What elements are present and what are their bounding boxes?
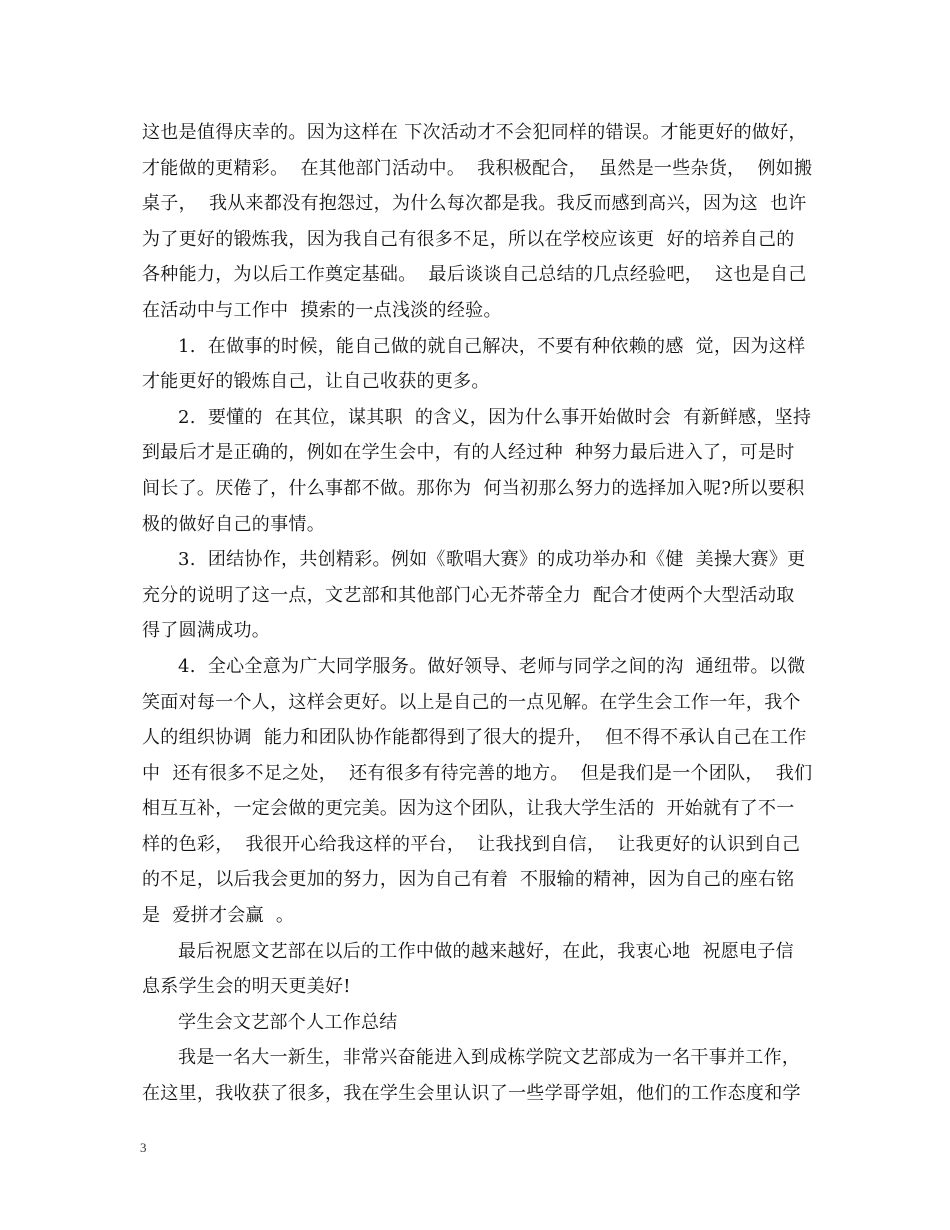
text-line: 才能更好的锻炼自己，让自己收获的更多。 (142, 371, 490, 393)
text-line: 在这里，我收获了很多，我在学生会里认识了一些学哥学姐，他们的工作态度和学 (142, 1083, 801, 1105)
text-line: 充分的说明了这一点，文艺部和其他部门心无芥蒂全力 配合才使两个大型活动取 (142, 584, 795, 606)
text-line: 人的组织协调 能力和团队协作能都得到了很大的提升， 但不得不承认自己在工作 (142, 727, 807, 749)
text-line: 间长了。厌倦了，什么事都不做。那你为 何当初那么努力的选择加入呢?所以要积 (142, 477, 805, 499)
text-line: 到最后才是正确的，例如在学生会中，有的人经过种 种努力最后进入了，可是时 (142, 442, 795, 464)
text-line: 中 还有很多不足之处， 还有很多有待完善的地方。 但是我们是一个团队， 我们 (142, 762, 813, 784)
text-line: 为了更好的锻炼我，因为我自己有很多不足，所以在学校应该更 好的培养自己的 (142, 228, 795, 250)
document-body (142, 115, 812, 1112)
text-line: 样的色彩， 我很开心给我这样的平台， 让我找到自信， 让我更好的认识到自己 (142, 833, 801, 855)
page-number: 3 (140, 1140, 147, 1155)
text-line: 桌子， 我从来都没有抱怨过，为什么每次都是我。我反而感到高兴，因为这 也许 (142, 193, 807, 215)
text-line: 才能做的更精彩。 在其他部门活动中。 我积极配合， 虽然是一些杂货， 例如搬 (142, 157, 813, 179)
text-line: 息系学生会的明天更美好! (142, 976, 351, 998)
text-line: 学生会文艺部个人工作总结 (178, 1011, 398, 1033)
text-line: 笑面对每一个人，这样会更好。以上是自己的一点见解。在学生会工作一年，我个 (142, 691, 801, 713)
text-line: 是 爱拼才会赢 。 (142, 905, 295, 927)
text-line: 相互互补，一定会做的更完美。因为这个团队，让我大学生活的 开始就有了不一 (142, 798, 795, 820)
text-line: 3. 团结协作，共创精彩。例如《歌唱大赛》的成功举办和《健 美操大赛》更 (178, 549, 806, 571)
text-line: 我是一名大一新生，非常兴奋能进入到成栋学院文艺部成为一名干事并工作， (178, 1047, 801, 1069)
text-line: 极的做好自己的事情。 (142, 513, 325, 535)
text-line: 在活动中与工作中 摸索的一点浅淡的经验。 (142, 299, 502, 321)
text-line: 4. 全心全意为广大同学服务。做好领导、老师与同学之间的沟 通纽带。以微 (178, 655, 806, 677)
text-line: 1. 在做事的时候，能自己做的就自己解决，不要有种依赖的感 觉，因为这样 (178, 335, 806, 357)
text-line: 各种能力，为以后工作奠定基础。 最后谈谈自己总结的几点经验吧， 这也是自己 (142, 264, 807, 286)
text-line: 这也是值得庆幸的。因为这样在 下次活动才不会犯同样的错误。才能更好的做好， (142, 122, 807, 143)
text-line: 得了圆满成功。 (142, 620, 271, 642)
text-line: 2. 要懂的 在其位，谋其职 的含义，因为什么事开始做时会 有新鲜感，坚持 (178, 406, 812, 428)
text-line: 的不足，以后我会更加的努力，因为自己有着 不服输的精神，因为自己的座右铭 (142, 869, 795, 891)
text-line: 最后祝愿文艺部在以后的工作中做的越来越好，在此，我衷心地 祝愿电子信 (178, 940, 794, 962)
